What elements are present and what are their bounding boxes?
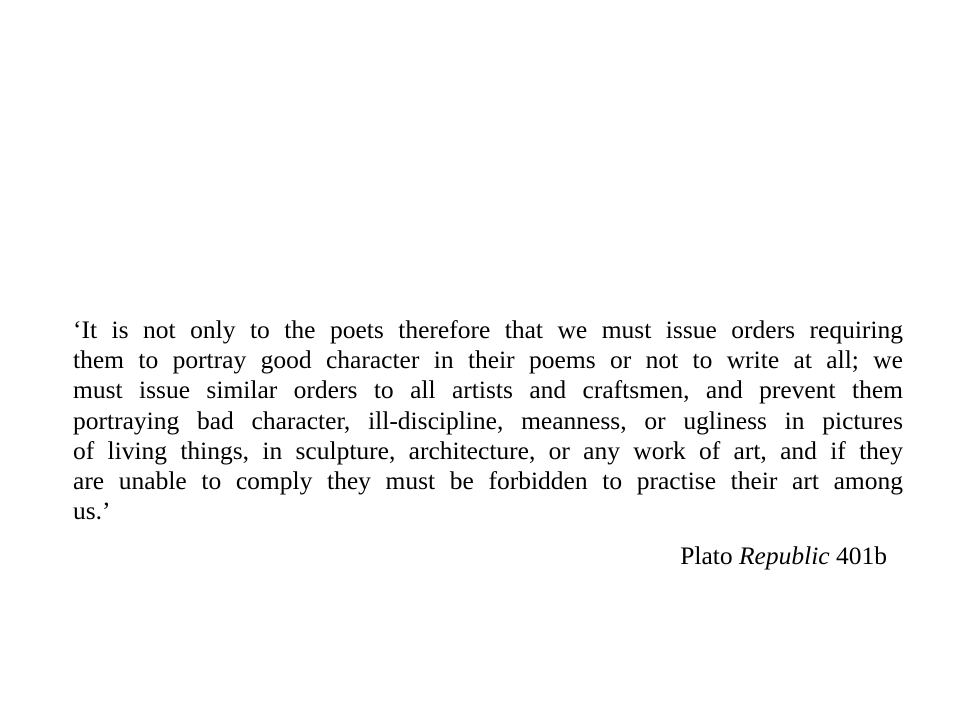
quote-line: are unable to comply they must be forbidden to practise their art among [73, 466, 903, 496]
quote-line: must issue similar orders to all artists and craftsmen, and prevent them [73, 375, 903, 405]
quotation [73, 315, 903, 526]
citation-author: Plato [680, 541, 733, 570]
citation-reference: 401b [836, 541, 887, 570]
quote-line: of living things, in sculpture, architecture, or any work of art, and if they [73, 435, 903, 465]
citation-work-title: Republic [738, 541, 830, 570]
quote-line: us.’ [73, 496, 111, 526]
quote-line: them to portray good character in their poems or not to write at all; we [73, 345, 903, 375]
quote-line: ‘It is not only to the poets therefore that we must issue orders requiring [73, 315, 903, 344]
citation [680, 541, 887, 571]
quote-line: portraying bad character, ill-discipline, meanness, or ugliness in pictures [73, 405, 903, 435]
